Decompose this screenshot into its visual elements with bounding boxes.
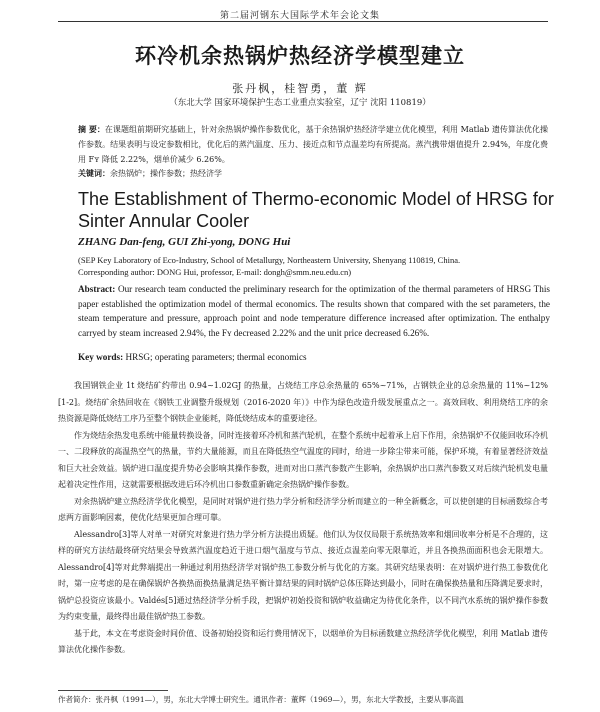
corresponding-author: Corresponding author: DONG Hui, professor, E-mail: dongh@smm.neu.edu.cn)	[78, 267, 352, 277]
keywords-en-label: Key words:	[78, 352, 124, 362]
footnote: 作者简介：张丹枫（1991—），男，东北大学博士研究生。通讯作者：董辉（1969—），男，东北大学教授，主要从事高温	[58, 695, 464, 704]
title-en: The Establishment of Thermo-economic Model of HRSG for Sinter Annular Cooler	[78, 189, 554, 231]
keywords-cn-label: 关键词：	[78, 169, 110, 178]
footnote-rule	[58, 690, 168, 691]
affiliation-en: (SEP Key Laboratory of Eco-Industry, School of Metallurgy, Northeastern University, Shenyang 110819, China.	[78, 255, 461, 265]
header-rule	[58, 21, 548, 22]
body-text	[58, 378, 548, 659]
keywords-cn-text: 余热锅炉；操作参数；热经济学	[110, 169, 222, 178]
title-cn: 环冷机余热锅炉热经济学模型建立	[135, 44, 465, 68]
affiliation-cn: （东北大学 国家环境保护生态工业重点实验室，辽宁 沈阳 110819）	[169, 98, 431, 108]
body-paragraph: Alessandro[3]等人对单一对研究对象进行热力学分析方法提出质疑。他们认为仅仅局限于系统热效率和烟回收率分析是不合理的，这样的研究方法结最终研究结果会导致蒸汽温度趋近于进口烟气温度与节点、接近点温差向零无限靠近，并且各换热面面积也会无限增大。Alessandro[4]等对此弊端提出一种通过利用热经济学对锅炉热工参数分析与优化的方案。其研究结果表明：在对锅炉进行热工参数优化时，第一应考虑的是在确保锅炉各换热面换热量满足热平衡计算结果的同时锅炉总体压降达到最小，同时在确保换热量和压降满足要求时，锅炉总投资应该最小。Valdés[5]通过热经济学分析手段，把锅炉初始投资和锅炉收益确定为待优化条件，以不同汽水系统的锅炉操作参数为约束变量，最终得出最佳锅炉热工参数。	[58, 529, 548, 621]
keywords-en-text: HRSG; operating parameters; thermal economics	[125, 352, 307, 362]
body-paragraph: 我国钢铁企业 1t 烧结矿约带出 0.94~1.02GJ 的热量，占烧结工序总余热量的 65%~71%，占钢铁企业的总余热量的 11%~12%[1-2]。烧结矿余热回收在《钢铁工业调整升级规划（2016-2020 年）》中作为绿色改造升级发展重点之一。高效回收、利用烧结工序的余热资源是降低烧结工序乃至整个钢铁企业能耗，降低烧结成本的重要途径。	[58, 381, 548, 423]
abstract-en-text: Our research team conducted the preliminary research for the optimization of the thermal parameters of HRSG This paper established the optimization model of thermal economics. The results shown that compared with the set parameters, the steam temperature and pressure, approach point and node temperature difference increased after optimization. The enthalpy carryed by steam increased 2.94%, the Fʏ decreased 2.22% and the unit price decreased 6.26%.	[78, 284, 551, 338]
abstract-en-label: Abstract:	[78, 284, 116, 294]
abstract-en	[78, 282, 550, 340]
abstract-cn	[78, 122, 548, 167]
keywords-cn	[78, 168, 548, 180]
keywords-en	[78, 352, 550, 362]
authors-cn: 张丹枫，桂智勇，董 辉	[232, 82, 368, 95]
abstract-cn-label: 摘 要：	[78, 125, 105, 134]
body-paragraph: 作为烧结余热发电系统中能量转换设备，同时连接着环冷机和蒸汽轮机，在整个系统中起着承上启下作用，余热锅炉不仅能回收环冷机一、二段释放的高温热空气的热量，节约大量能源，而且在降低热空气温度的同时，给进一步除尘带来可能，保护环境，有着显著经济效益和巨大社会效益。锅炉进口温度提升势必会影响其操作参数，进而对出口蒸汽参数产生影响，余热锅炉出口蒸汽参数又对后续汽轮机发电量起着决定性作用，这就需要根据改进后环冷机出口参数重新确定余热锅炉操作参数。	[58, 430, 548, 489]
abstract-cn-text: 在课题组前期研究基础上，针对余热锅炉操作参数优化，基于余热锅炉热经济学建立优化模型，利用 Matlab 遗传算法优化操作参数。结果表明与设定参数相比，优化后的蒸汽温度、压力、接近点和节点温差均有所提高。蒸汽携带烟值提升 2.94%，年度化费用 Fʏ 降低 2.22%，烟单价减少 6.26%。	[78, 125, 548, 164]
body-paragraph: 基于此，本文在考虑资金时间价值、设备初始投资和运行费用情况下，以烟单价为目标函数建立热经济学优化模型，利用 Matlab 遗传算法优化操作参数。	[58, 628, 548, 654]
authors-en: ZHANG Dan-feng, GUI Zhi-yong, DONG Hui	[78, 236, 291, 248]
running-head: 第二届河钢东大国际学术年会论文集	[219, 11, 380, 21]
body-paragraph: 对余热锅炉建立热经济学优化模型，是同时对锅炉进行热力学分析和经济学分析而建立的一种全新概念，可以使创建的目标函数综合考虑两方面影响因素，使优化结果更加合理可靠。	[58, 496, 548, 522]
